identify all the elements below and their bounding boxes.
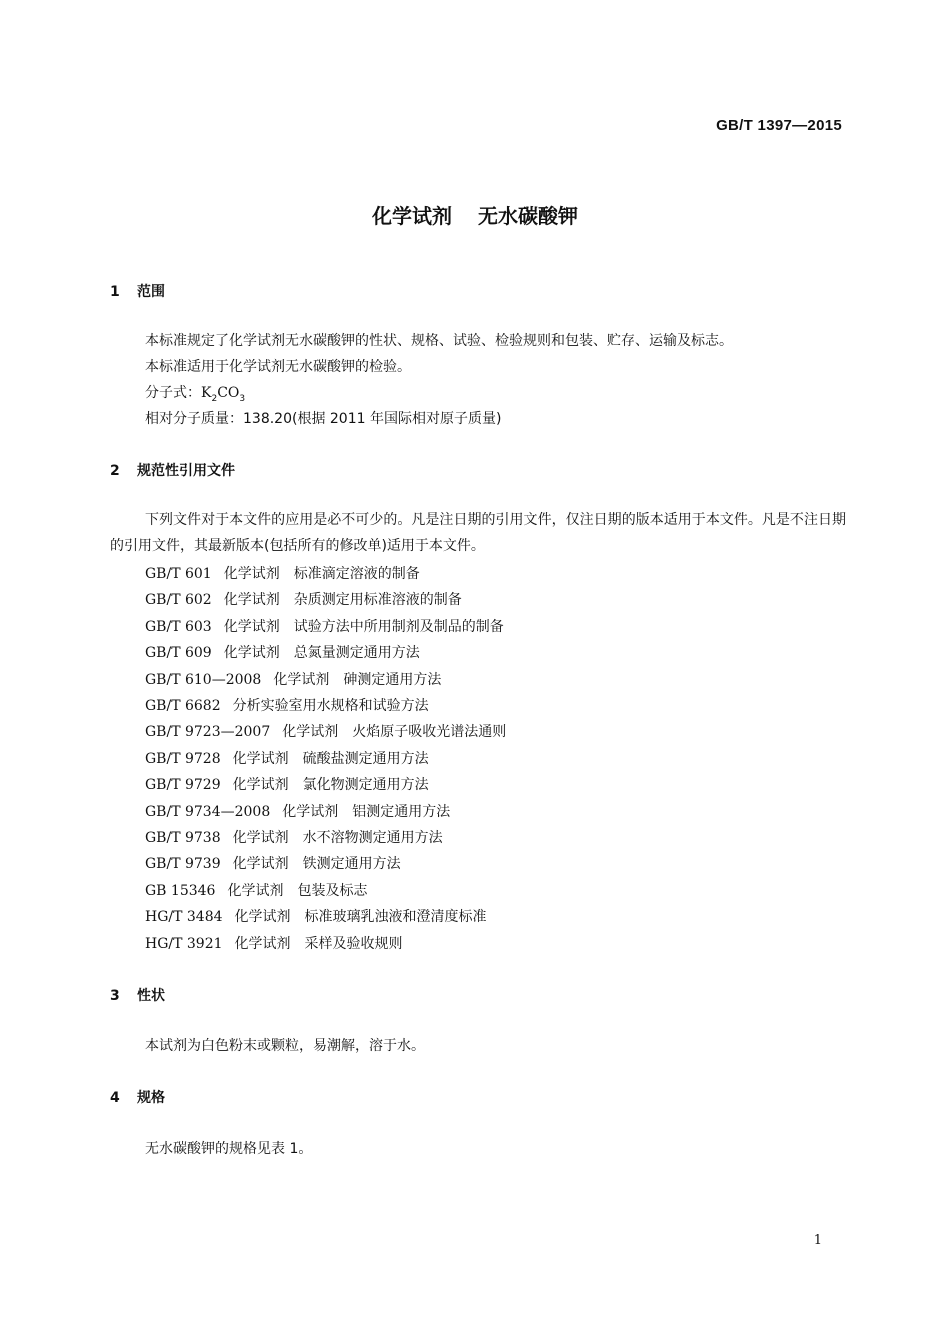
document-title [0,200,950,229]
section-number: 3 [110,988,120,1004]
section-title: 规格 [137,1090,165,1106]
reference-item [145,933,403,953]
reference-title: 化学试剂 试验方法中所用制剂及制品的制备 [223,619,504,635]
reference-code: GB/T 9723—2007 [145,724,271,740]
reference-code: GB/T 9738 [145,830,221,846]
reference-title: 化学试剂 铝测定通用方法 [282,804,451,820]
reference-title: 化学试剂 标准滴定溶液的制备 [223,566,420,582]
section-1-para-2: 本标准适用于化学试剂无水碳酸钾的检验。 [145,359,411,375]
reference-code: GB/T 6682 [145,698,221,714]
reference-title: 分析实验室用水规格和试验方法 [232,698,429,714]
section-1-heading [110,281,165,301]
formula-co-sub: 3 [239,393,246,404]
reference-code: GB/T 9734—2008 [145,804,271,820]
reference-item [145,801,450,821]
section-3-heading [110,985,165,1005]
reference-title: 化学试剂 铁测定通用方法 [232,856,401,872]
reference-title: 化学试剂 硫酸盐测定通用方法 [232,751,429,767]
reference-item [145,642,420,662]
section-2-heading [110,460,235,480]
reference-title: 化学试剂 水不溶物测定通用方法 [232,830,443,846]
reference-title: 化学试剂 砷测定通用方法 [273,672,442,688]
section-title: 范围 [137,284,165,300]
reference-item [145,563,420,583]
reference-code: HG/T 3484 [145,909,223,925]
standard-code: GB/T 1397—2015 [716,117,842,134]
reference-item [145,695,429,715]
reference-title: 化学试剂 标准玻璃乳浊液和澄清度标准 [234,909,487,925]
reference-code: GB/T 609 [145,645,212,661]
reference-code: GB/T 602 [145,592,212,608]
reference-item [145,906,487,926]
reference-code: GB/T 9739 [145,856,221,872]
reference-item [145,616,504,636]
reference-title: 化学试剂 包装及标志 [227,883,368,899]
reference-item [145,589,462,609]
reference-title: 化学试剂 总氮量测定通用方法 [223,645,420,661]
section-2-intro: 下列文件对于本文件的应用是必不可少的。凡是注日期的引用文件，仅注日期的版本适用于本文件。凡是不注日期的引用文件，其最新版本(包括所有的修改单)适用于本文件。 [110,512,846,554]
reference-title: 化学试剂 氯化物测定通用方法 [232,777,429,793]
section-1-para-1: 本标准规定了化学试剂无水碳酸钾的性状、规格、试验、检验规则和包装、贮存、运输及标志。 [145,333,733,349]
reference-title: 化学试剂 火焰原子吸收光谱法通则 [282,724,507,740]
section-number: 4 [110,1090,120,1106]
reference-code: GB 15346 [145,883,216,899]
reference-code: GB/T 603 [145,619,212,635]
formula-co: CO [217,385,240,401]
reference-item [145,748,429,768]
reference-code: GB/T 610—2008 [145,672,262,688]
reference-code: GB/T 601 [145,566,212,582]
reference-item [145,669,441,689]
section-4-para: 无水碳酸钾的规格见表 1。 [145,1141,313,1157]
reference-title: 化学试剂 杂质测定用标准溶液的制备 [223,592,462,608]
section-title: 规范性引用文件 [137,463,235,479]
reference-item [145,774,429,794]
reference-code: GB/T 9729 [145,777,221,793]
section-title: 性状 [137,988,165,1004]
reference-code: HG/T 3921 [145,936,223,952]
reference-title: 化学试剂 采样及验收规则 [234,936,403,952]
section-number: 1 [110,284,120,300]
title-part-2: 无水碳酸钾 [478,204,578,228]
section-4-heading [110,1087,165,1107]
formula-k-sub: 2 [211,393,218,404]
formula-k: K [201,385,212,401]
title-part-1: 化学试剂 [372,204,452,228]
reference-item [145,853,401,873]
section-3-para: 本试剂为白色粉末或颗粒，易潮解，溶于水。 [145,1038,425,1054]
page-number: 1 [813,1233,822,1248]
molecular-formula [145,382,245,404]
section-number: 2 [110,463,120,479]
reference-item [145,721,506,741]
molecular-mass: 相对分子质量：138.20(根据 2011 年国际相对原子质量) [145,411,502,427]
formula-label: 分子式： [145,385,201,401]
reference-item [145,827,443,847]
reference-item [145,880,367,900]
reference-code: GB/T 9728 [145,751,221,767]
